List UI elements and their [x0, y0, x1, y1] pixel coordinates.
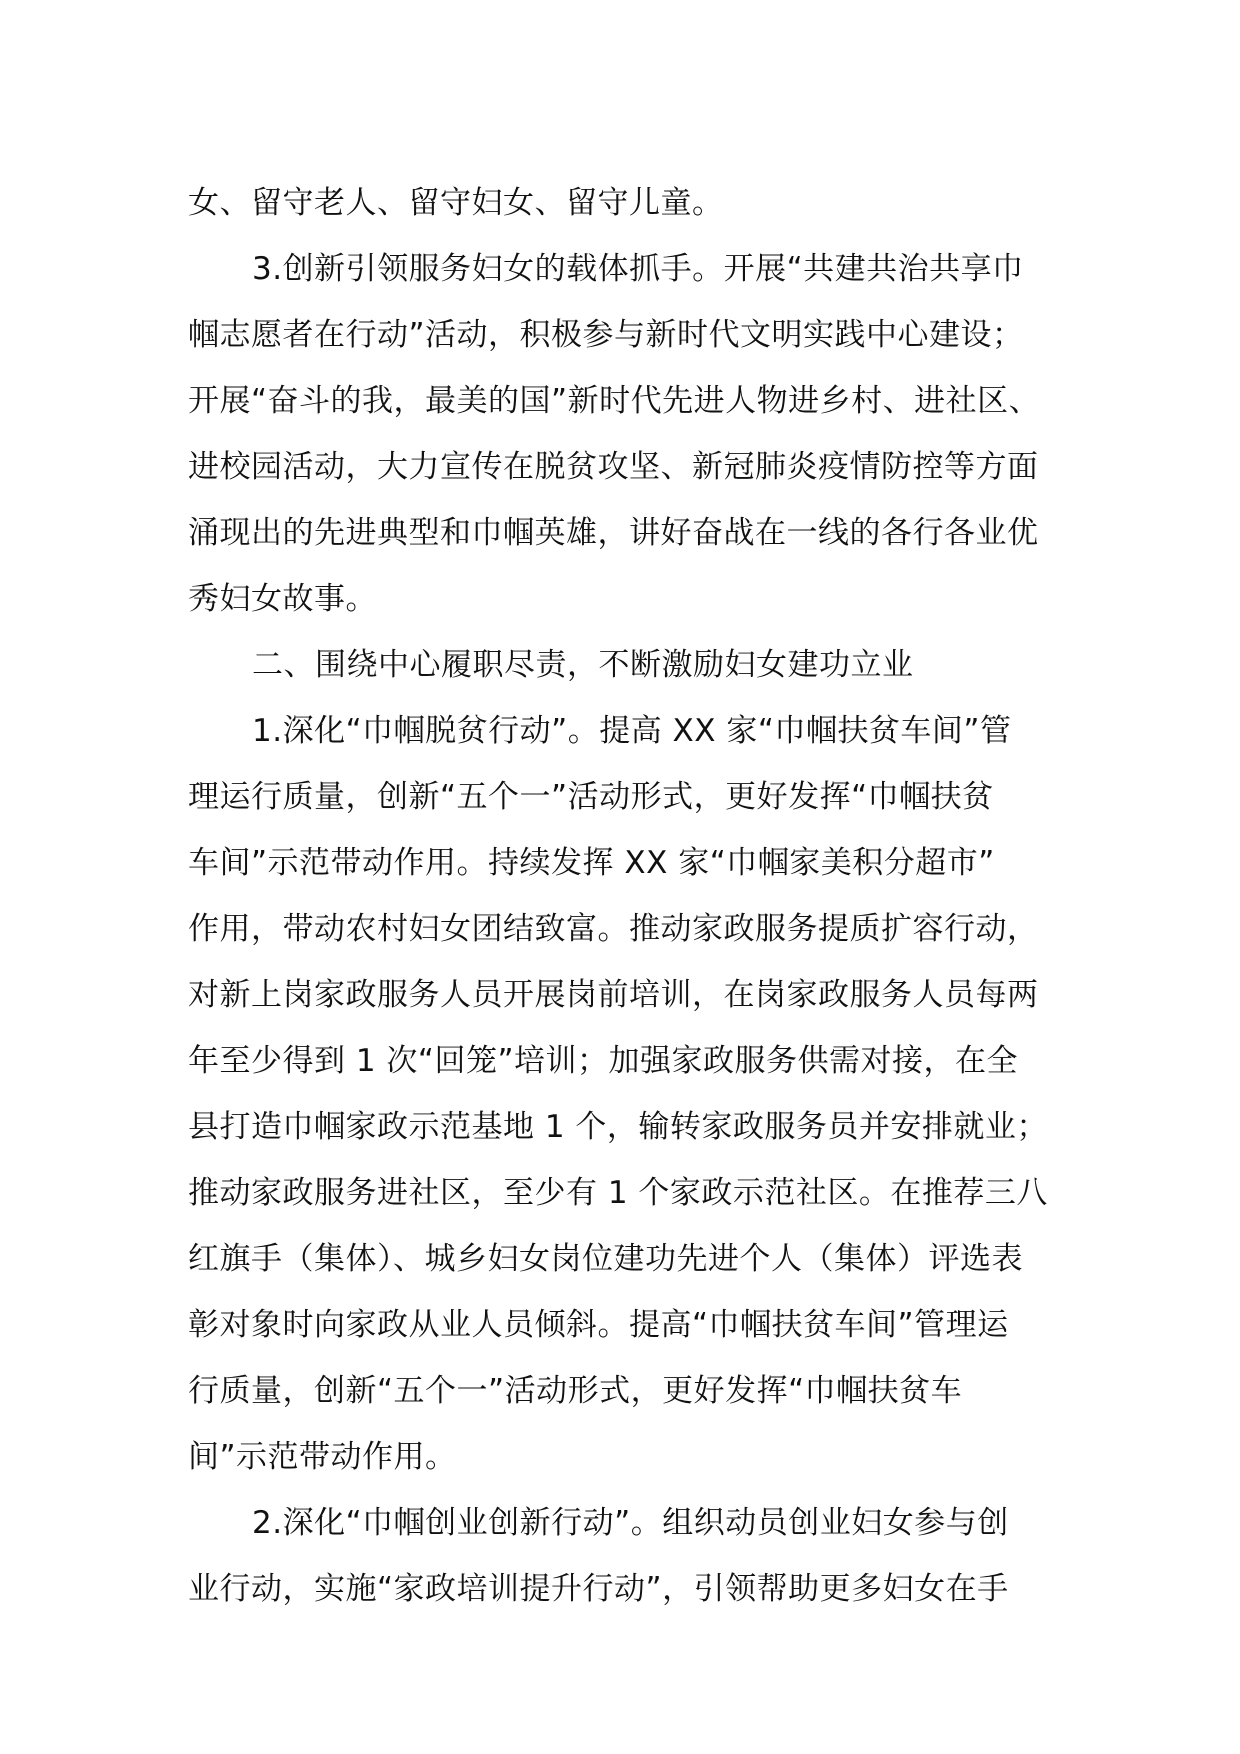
- text-line: 业行动，实施“家政培训提升行动”，引领帮助更多妇女在手: [188, 1571, 1009, 1607]
- text-line: 理运行质量，创新“五个一”活动形式，更好发挥“巾帼扶贫: [188, 779, 994, 815]
- paragraph-start-line: 1.深化“巾帼脱贫行动”。提高 XX 家“巾帼扶贫车间”管: [252, 713, 1012, 749]
- text-line: 间”示范带动作用。: [188, 1439, 457, 1475]
- text-line: 作用，带动农村妇女团结致富。推动家政服务提质扩容行动，: [188, 911, 1039, 947]
- text-line: 涌现出的先进典型和巾帼英雄，讲好奋战在一线的各行各业优: [188, 515, 1039, 551]
- text-line: 对新上岗家政服务人员开展岗前培训，在岗家政服务人员每两: [188, 977, 1039, 1013]
- section-heading: 二、围绕中心履职尽责，不断激励妇女建功立业: [252, 647, 914, 683]
- text-line: 县打造巾帼家政示范基地 1 个，输转家政服务员并安排就业；: [188, 1109, 1048, 1145]
- text-line: 红旗手（集体）、城乡妇女岗位建功先进个人（集体）评选表: [188, 1241, 1023, 1277]
- body-text: [188, 170, 1068, 1622]
- text-line: 秀妇女故事。: [188, 581, 377, 617]
- text-line: 彰对象时向家政从业人员倾斜。提高“巾帼扶贫车间”管理运: [188, 1307, 1009, 1343]
- paragraph-start-line: 3.创新引领服务妇女的载体抓手。开展“共建共治共享巾: [252, 251, 1024, 287]
- text-line: 进校园活动，大力宣传在脱贫攻坚、新冠肺炎疫情防控等方面: [188, 449, 1039, 485]
- text-line: 推动家政服务进社区，至少有 1 个家政示范社区。在推荐三八: [188, 1175, 1048, 1211]
- text-line: 开展“奋斗的我，最美的国”新时代先进人物进乡村、进社区、: [188, 383, 1041, 419]
- text-line: 帼志愿者在行动”活动，积极参与新时代文明实践中心建设；: [188, 317, 1024, 353]
- paragraph-start-line: 2.深化“巾帼创业创新行动”。组织动员创业妇女参与创: [252, 1505, 1009, 1541]
- text-line: 行质量，创新“五个一”活动形式，更好发挥“巾帼扶贫车: [188, 1373, 963, 1409]
- text-line: 女、留守老人、留守妇女、留守儿童。: [188, 185, 724, 221]
- text-line: 车间”示范带动作用。持续发挥 XX 家“巾帼家美积分超市”: [188, 845, 995, 881]
- text-line: 年至少得到 1 次“回笼”培训；加强家政服务供需对接，在全: [188, 1043, 1019, 1079]
